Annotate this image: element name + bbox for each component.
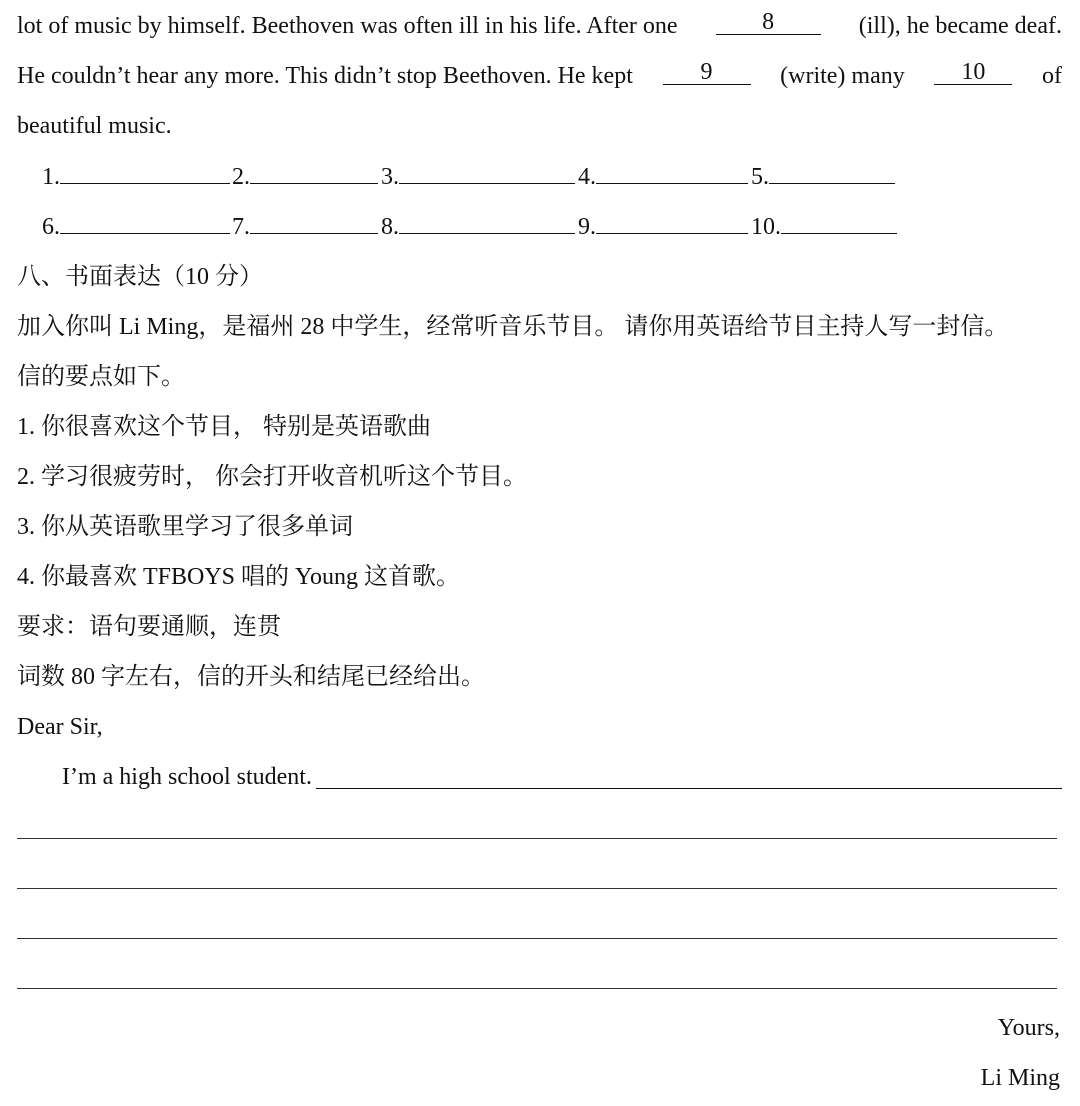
- passage-line-2-part1: He couldn’t hear any more. This didn’t stop Beethoven. He kept: [17, 63, 633, 89]
- letter-closing: Yours,: [997, 1015, 1060, 1041]
- passage-line-2-part3: of: [1042, 63, 1062, 89]
- writing-line-3[interactable]: [17, 938, 1057, 939]
- answer-item-4: 4.: [578, 161, 748, 193]
- answer-blank-9[interactable]: [596, 211, 748, 234]
- blank-9[interactable]: 9: [663, 60, 751, 85]
- passage-line-1-after: (ill), he became deaf.: [858, 13, 1062, 39]
- answer-blank-2[interactable]: [250, 161, 378, 184]
- passage-line-1: [17, 10, 1062, 42]
- passage-line-2: [17, 60, 1062, 92]
- answer-blank-6[interactable]: [60, 211, 230, 234]
- answer-blank-7[interactable]: [250, 211, 378, 234]
- prompt-line-2: 信的要点如下。: [17, 364, 185, 390]
- answer-item-8: 8.: [381, 211, 575, 243]
- passage-line-1-before: lot of music by himself. Beethoven was often ill in his life. After one: [17, 13, 678, 39]
- prompt-line-1: 加入你叫 Li Ming，是福州 28 中学生，经常听音乐节目。 请你用英语给节目主持人写一封信。: [17, 314, 1009, 340]
- point-1: 1. 你很喜欢这个节目， 特别是英语歌曲: [17, 414, 431, 440]
- answer-item-3: 3.: [381, 161, 575, 193]
- requirement-2: 词数 80 字左右，信的开头和结尾已经给出。: [17, 664, 485, 690]
- letter-greeting: Dear Sir,: [17, 714, 103, 740]
- point-3: 3. 你从英语歌里学习了很多单词: [17, 514, 353, 540]
- writing-line-0[interactable]: [316, 761, 1062, 789]
- writing-line-2[interactable]: [17, 888, 1057, 889]
- letter-opening: I’m a high school student.: [62, 764, 312, 790]
- passage-line-3: beautiful music.: [17, 113, 172, 139]
- answer-blank-4[interactable]: [596, 161, 748, 184]
- answer-item-7: 7.: [232, 211, 378, 243]
- answer-blank-3[interactable]: [399, 161, 575, 184]
- answer-item-10: 10.: [751, 211, 897, 243]
- letter-signature: Li Ming: [980, 1065, 1060, 1091]
- answer-item-6: 6.: [42, 211, 230, 243]
- answer-item-5: 5.: [751, 161, 895, 193]
- answer-blank-1[interactable]: [60, 161, 230, 184]
- answer-blank-5[interactable]: [769, 161, 895, 184]
- answer-item-2: 2.: [232, 161, 378, 193]
- answer-item-1: 1.: [42, 161, 230, 193]
- answer-item-9: 9.: [578, 211, 748, 243]
- blank-8[interactable]: 8: [716, 10, 821, 35]
- point-2: 2. 学习很疲劳时， 你会打开收音机听这个节目。: [17, 464, 527, 490]
- letter-opening-line: [62, 761, 1062, 793]
- blank-10[interactable]: 10: [934, 60, 1012, 85]
- point-4: 4. 你最喜欢 TFBOYS 唱的 Young 这首歌。: [17, 564, 460, 590]
- section-title: 八、书面表达（10 分）: [17, 264, 263, 290]
- passage-line-2-part2: (write) many: [780, 63, 905, 89]
- requirement-1: 要求：语句要通顺，连贯: [17, 614, 281, 640]
- writing-line-1[interactable]: [17, 838, 1057, 839]
- answer-blank-10[interactable]: [781, 211, 897, 234]
- answer-blank-8[interactable]: [399, 211, 575, 234]
- writing-line-4[interactable]: [17, 988, 1057, 989]
